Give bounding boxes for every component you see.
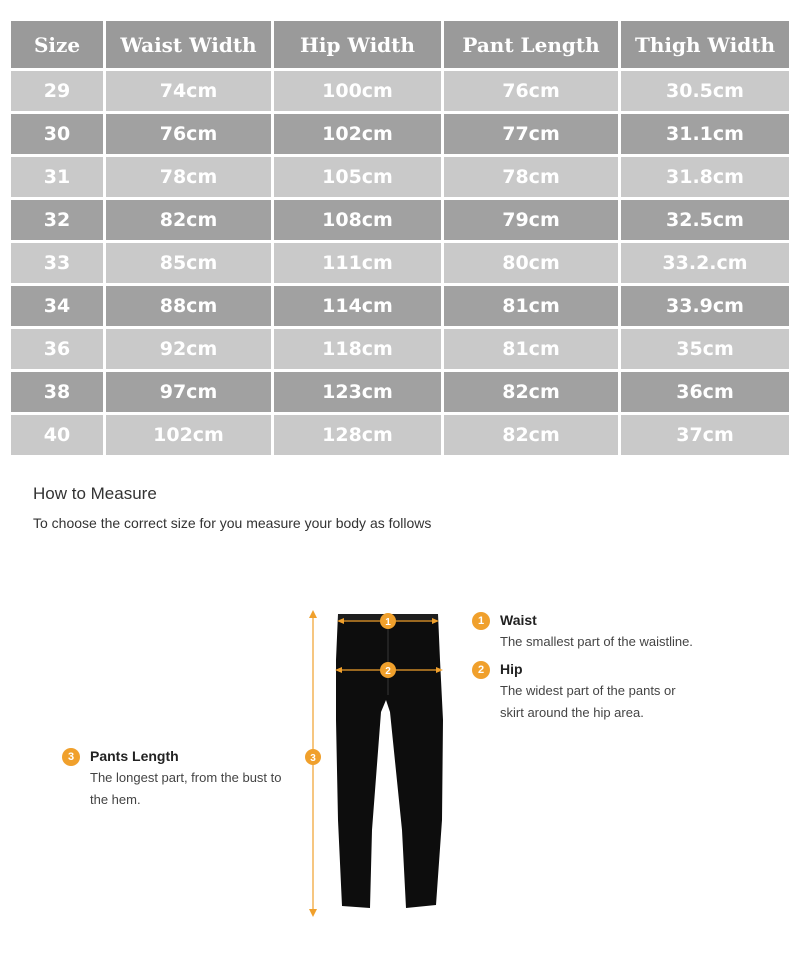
- table-cell: 102cm: [106, 415, 271, 455]
- table-cell: 35cm: [621, 329, 789, 369]
- hip-badge-label: 2: [385, 666, 391, 677]
- table-cell: 33: [11, 243, 103, 283]
- table-cell: 38: [11, 372, 103, 412]
- table-row: [11, 71, 789, 111]
- waist-badge-label: 1: [385, 617, 391, 628]
- table-cell: 81cm: [444, 329, 618, 369]
- table-cell: 77cm: [444, 114, 618, 154]
- table-cell: 31: [11, 157, 103, 197]
- pants-illustration: [290, 600, 450, 920]
- table-cell: 30.5cm: [621, 71, 789, 111]
- table-cell: 92cm: [106, 329, 271, 369]
- table-cell: 32: [11, 200, 103, 240]
- table-cell: 81cm: [444, 286, 618, 326]
- length-number-badge: 3: [62, 748, 80, 766]
- header-hip-width: Hip Width: [274, 21, 441, 68]
- table-row: [11, 329, 789, 369]
- table-cell: 74cm: [106, 71, 271, 111]
- waist-legend-title: Waist: [500, 612, 537, 628]
- table-cell: 31.1cm: [621, 114, 789, 154]
- hip-legend-desc-line2: skirt around the hip area.: [500, 705, 644, 720]
- length-legend-title: Pants Length: [90, 748, 179, 764]
- waist-number-badge: 1: [472, 612, 490, 630]
- table-cell: 79cm: [444, 200, 618, 240]
- table-cell: 36: [11, 329, 103, 369]
- table-cell: 80cm: [444, 243, 618, 283]
- table-row: [11, 243, 789, 283]
- table-row: [11, 415, 789, 455]
- table-cell: 78cm: [444, 157, 618, 197]
- table-cell: 118cm: [274, 329, 441, 369]
- hip-legend-title: Hip: [500, 661, 523, 677]
- table-cell: 88cm: [106, 286, 271, 326]
- header-thigh-width: Thigh Width: [621, 21, 789, 68]
- hip-number-badge: 2: [472, 661, 490, 679]
- table-row: [11, 114, 789, 154]
- table-cell: 76cm: [444, 71, 618, 111]
- table-cell: 111cm: [274, 243, 441, 283]
- hip-legend-desc-line1: The widest part of the pants or: [500, 683, 676, 698]
- table-cell: 31.8cm: [621, 157, 789, 197]
- table-cell: 32.5cm: [621, 200, 789, 240]
- table-cell: 33.9cm: [621, 286, 789, 326]
- table-row: [11, 286, 789, 326]
- length-legend-desc-line2: the hem.: [90, 792, 141, 807]
- table-cell: 123cm: [274, 372, 441, 412]
- table-cell: 114cm: [274, 286, 441, 326]
- header-size: Size: [11, 21, 103, 68]
- length-legend-desc-line1: The longest part, from the bust to: [90, 770, 282, 785]
- table-row: [11, 200, 789, 240]
- table-cell: 128cm: [274, 415, 441, 455]
- table-cell: 82cm: [444, 415, 618, 455]
- table-cell: 82cm: [444, 372, 618, 412]
- header-pant-length: Pant Length: [444, 21, 618, 68]
- table-cell: 100cm: [274, 71, 441, 111]
- waist-legend-desc: The smallest part of the waistline.: [500, 634, 693, 649]
- table-cell: 108cm: [274, 200, 441, 240]
- table-row: [11, 157, 789, 197]
- table-cell: 85cm: [106, 243, 271, 283]
- header-waist-width: Waist Width: [106, 21, 271, 68]
- size-chart-table: [8, 18, 792, 458]
- how-to-measure-title: How to Measure: [33, 484, 157, 503]
- table-cell: 102cm: [274, 114, 441, 154]
- table-cell: 36cm: [621, 372, 789, 412]
- table-cell: 29: [11, 71, 103, 111]
- table-cell: 76cm: [106, 114, 271, 154]
- table-cell: 33.2.cm: [621, 243, 789, 283]
- table-cell: 78cm: [106, 157, 271, 197]
- table-cell: 82cm: [106, 200, 271, 240]
- table-cell: 34: [11, 286, 103, 326]
- table-cell: 37cm: [621, 415, 789, 455]
- table-row: [11, 372, 789, 412]
- table-cell: 105cm: [274, 157, 441, 197]
- length-badge-label: 3: [310, 753, 316, 764]
- how-to-measure-subtitle: To choose the correct size for you measure your body as follows: [33, 515, 432, 531]
- table-cell: 30: [11, 114, 103, 154]
- table-cell: 97cm: [106, 372, 271, 412]
- table-cell: 40: [11, 415, 103, 455]
- table-header-row: [11, 21, 789, 68]
